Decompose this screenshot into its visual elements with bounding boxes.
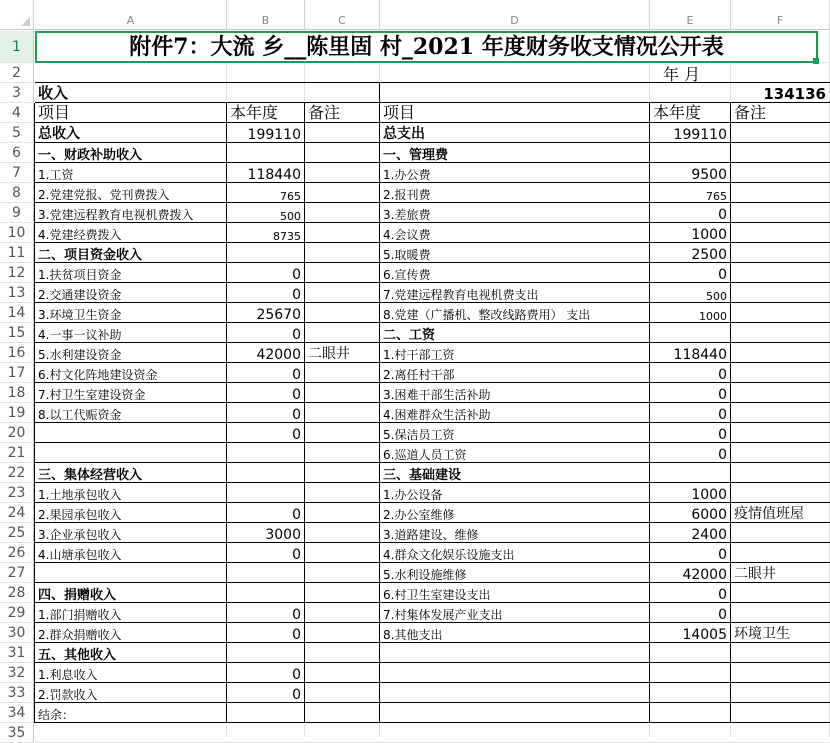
- right-amount-row-28[interactable]: 0: [718, 587, 727, 603]
- right-item-row-27[interactable]: 5.水利设施维修: [383, 568, 467, 582]
- left-amount-row-23[interactable]: [227, 483, 305, 503]
- right-note-row-22[interactable]: [731, 463, 830, 483]
- row-header-11[interactable]: 11: [0, 243, 34, 263]
- right-amount-row-29[interactable]: 0: [718, 607, 727, 623]
- right-item-row-20[interactable]: 5.保洁员工资: [383, 428, 455, 442]
- right-item-row-25[interactable]: 3.道路建设、维修: [383, 528, 479, 542]
- right-note-row-23[interactable]: [731, 483, 830, 503]
- right-note-row-16[interactable]: [731, 343, 830, 363]
- left-amount-row-20[interactable]: 0: [292, 427, 301, 443]
- left-item-row-10[interactable]: 4.党建经费拨入: [38, 228, 122, 242]
- left-note-row-34[interactable]: [305, 703, 380, 723]
- table-border-v: [379, 83, 380, 103]
- row-header-14[interactable]: 14: [0, 303, 34, 323]
- right-item-row-22[interactable]: 三、基础建设: [383, 468, 462, 483]
- left-amount-row-10[interactable]: 8735: [273, 230, 301, 243]
- left-amount-row-16[interactable]: 42000: [256, 347, 301, 363]
- column-header-C[interactable]: C: [305, 0, 380, 30]
- row-header-31[interactable]: 31: [0, 643, 34, 663]
- right-note-row-19[interactable]: [731, 403, 830, 423]
- table-header-right-item[interactable]: 项目: [383, 103, 416, 122]
- row-header-19[interactable]: 19: [0, 403, 34, 423]
- row-header-23[interactable]: 23: [0, 483, 34, 503]
- left-item-row-9[interactable]: 3.党建远程教育电视机费拨入: [38, 208, 194, 222]
- right-note-row-20[interactable]: [731, 423, 830, 443]
- row-header-30[interactable]: 30: [0, 623, 34, 643]
- left-note-row-14[interactable]: [305, 303, 380, 323]
- left-amount-row-14[interactable]: 25670: [256, 307, 301, 323]
- right-amount-row-27[interactable]: 42000: [682, 567, 727, 583]
- right-item-row-12[interactable]: 6.宣传费: [383, 268, 431, 282]
- right-amount-row-5[interactable]: 199110: [673, 127, 727, 143]
- income-label[interactable]: 收入: [38, 84, 69, 102]
- left-amount-row-30[interactable]: 0: [292, 627, 301, 643]
- row-header-12[interactable]: 12: [0, 263, 34, 283]
- right-amount-row-20[interactable]: 0: [718, 427, 727, 443]
- right-item-row-13[interactable]: 7.党建远程教育电视机费支出: [383, 288, 539, 302]
- right-item-row-14[interactable]: 8.党建（广播机、整改线路费用） 支出: [383, 308, 591, 322]
- row-header-29[interactable]: 29: [0, 603, 34, 623]
- left-amount-row-7[interactable]: 118440: [247, 167, 301, 183]
- row-header-21[interactable]: 21: [0, 443, 34, 463]
- left-amount-row-28[interactable]: [227, 583, 305, 603]
- right-note-row-33[interactable]: [731, 683, 830, 703]
- row-header-16[interactable]: 16: [0, 343, 34, 363]
- left-amount-row-25[interactable]: 3000: [265, 527, 301, 543]
- right-note-row-7[interactable]: [731, 163, 830, 183]
- row-header-25[interactable]: 25: [0, 523, 34, 543]
- row-header-20[interactable]: 20: [0, 423, 34, 443]
- right-amount-row-22[interactable]: [650, 463, 731, 483]
- left-amount-row-34[interactable]: [227, 703, 305, 723]
- right-amount-row-15[interactable]: [650, 323, 731, 343]
- left-amount-row-17[interactable]: 0: [292, 367, 301, 383]
- left-note-row-26[interactable]: [305, 543, 380, 563]
- left-note-row-5[interactable]: [305, 123, 380, 143]
- right-amount-row-31[interactable]: [650, 643, 731, 663]
- right-note-row-13[interactable]: [731, 283, 830, 303]
- table-header-left-amount[interactable]: 本年度: [230, 103, 279, 122]
- right-note-row-6[interactable]: [731, 143, 830, 163]
- right-amount-row-8[interactable]: 765: [706, 190, 727, 203]
- row-header-3[interactable]: 3: [0, 83, 34, 103]
- right-item-row-11[interactable]: 5.取暖费: [383, 248, 431, 262]
- left-item-row-28[interactable]: 四、捐赠收入: [38, 588, 117, 603]
- row-header-13[interactable]: 13: [0, 283, 34, 303]
- left-note-row-12[interactable]: [305, 263, 380, 283]
- right-item-row-29[interactable]: 7.村集体发展产业支出: [383, 608, 503, 622]
- left-note-row-17[interactable]: [305, 363, 380, 383]
- select-all-corner[interactable]: [0, 0, 34, 30]
- left-item-row-27[interactable]: [35, 563, 227, 583]
- left-item-row-26[interactable]: 4.山塘承包收入: [38, 548, 122, 562]
- column-header-E[interactable]: E: [650, 0, 731, 30]
- left-note-row-8[interactable]: [305, 183, 380, 203]
- left-item-row-6[interactable]: 一、财政补助收入: [38, 148, 143, 163]
- right-note-row-26[interactable]: [731, 543, 830, 563]
- left-amount-row-27[interactable]: [227, 563, 305, 583]
- left-item-row-14[interactable]: 3.环境卫生资金: [38, 308, 122, 322]
- header-total[interactable]: 134136: [763, 85, 826, 103]
- right-note-row-18[interactable]: [731, 383, 830, 403]
- right-amount-row-21[interactable]: 0: [718, 447, 727, 463]
- left-note-row-31[interactable]: [305, 643, 380, 663]
- right-amount-row-10[interactable]: 1000: [691, 227, 727, 243]
- left-item-row-13[interactable]: 2.交通建设资金: [38, 288, 122, 302]
- row-header-22[interactable]: 22: [0, 463, 34, 483]
- right-item-row-6[interactable]: 一、管理费: [383, 148, 449, 163]
- right-note-row-21[interactable]: [731, 443, 830, 463]
- right-item-row-33[interactable]: [380, 683, 650, 703]
- left-note-row-6[interactable]: [305, 143, 380, 163]
- left-note-row-13[interactable]: [305, 283, 380, 303]
- right-amount-row-18[interactable]: 0: [718, 387, 727, 403]
- right-item-row-17[interactable]: 2.离任村干部: [383, 368, 455, 382]
- left-item-row-8[interactable]: 2.党建党报、党刊费拨入: [38, 188, 170, 202]
- left-amount-row-13[interactable]: 0: [292, 287, 301, 303]
- right-amount-row-23[interactable]: 1000: [691, 487, 727, 503]
- column-header-F[interactable]: F: [731, 0, 830, 30]
- row-header-8[interactable]: 8: [0, 183, 34, 203]
- right-amount-row-34[interactable]: [650, 703, 731, 723]
- table-header-right-amount[interactable]: 本年度: [653, 103, 702, 122]
- left-item-row-25[interactable]: 3.企业承包收入: [38, 528, 122, 542]
- right-item-row-7[interactable]: 1.办公费: [383, 168, 431, 182]
- row-header-26[interactable]: 26: [0, 543, 34, 563]
- left-note-row-19[interactable]: [305, 403, 380, 423]
- right-amount-row-11[interactable]: 2500: [691, 247, 727, 263]
- left-amount-row-9[interactable]: 500: [280, 210, 301, 223]
- right-item-row-16[interactable]: 1.村干部工资: [383, 348, 455, 362]
- left-item-row-22[interactable]: 三、集体经营收入: [38, 468, 143, 483]
- left-note-row-7[interactable]: [305, 163, 380, 183]
- row-header-28[interactable]: 28: [0, 583, 34, 603]
- right-amount-row-30[interactable]: 14005: [682, 627, 727, 643]
- left-note-row-32[interactable]: [305, 663, 380, 683]
- left-item-row-16[interactable]: 5.水利建设资金: [38, 348, 122, 362]
- right-amount-row-32[interactable]: [650, 663, 731, 683]
- left-amount-row-6[interactable]: [227, 143, 305, 163]
- right-note-row-5[interactable]: [731, 123, 830, 143]
- right-amount-row-16[interactable]: 118440: [673, 347, 727, 363]
- left-note-row-18[interactable]: [305, 383, 380, 403]
- row-header-2[interactable]: 2: [0, 63, 34, 83]
- right-note-row-31[interactable]: [731, 643, 830, 663]
- row-header-9[interactable]: 9: [0, 203, 34, 223]
- left-note-row-29[interactable]: [305, 603, 380, 623]
- left-item-row-23[interactable]: 1.土地承包收入: [38, 488, 122, 502]
- right-note-row-15[interactable]: [731, 323, 830, 343]
- left-amount-row-26[interactable]: 0: [292, 547, 301, 563]
- right-item-row-28[interactable]: 6.村卫生室建设支出: [383, 588, 491, 602]
- right-amount-row-7[interactable]: 9500: [691, 167, 727, 183]
- left-amount-row-5[interactable]: 199110: [247, 127, 301, 143]
- left-note-row-23[interactable]: [305, 483, 380, 503]
- right-item-row-18[interactable]: 3.困难干部生活补助: [383, 388, 491, 402]
- left-item-row-5[interactable]: 总收入: [38, 126, 80, 142]
- row-header-5[interactable]: 5: [0, 123, 34, 143]
- left-item-row-34[interactable]: 结余：: [38, 708, 75, 722]
- right-note-row-10[interactable]: [731, 223, 830, 243]
- left-note-row-28[interactable]: [305, 583, 380, 603]
- left-item-row-31[interactable]: 五、其他收入: [38, 648, 117, 663]
- left-note-row-25[interactable]: [305, 523, 380, 543]
- right-item-row-19[interactable]: 4.困难群众生活补助: [383, 408, 491, 422]
- left-item-row-24[interactable]: 2.果园承包收入: [38, 508, 122, 522]
- sheet-title[interactable]: 附件7：大流 乡__陈里固 村_2021 年度财务收支情况公开表: [35, 31, 818, 63]
- right-note-row-14[interactable]: [731, 303, 830, 323]
- left-amount-row-29[interactable]: 0: [292, 607, 301, 623]
- right-note-row-25[interactable]: [731, 523, 830, 543]
- row-header-35[interactable]: 35: [0, 723, 34, 743]
- row-header-24[interactable]: 24: [0, 503, 34, 523]
- column-header-B[interactable]: B: [227, 0, 305, 30]
- row-header-32[interactable]: 32: [0, 663, 34, 683]
- left-note-row-20[interactable]: [305, 423, 380, 443]
- right-item-row-31[interactable]: [380, 643, 650, 663]
- left-item-row-21[interactable]: [35, 443, 227, 463]
- left-note-row-33[interactable]: [305, 683, 380, 703]
- right-note-row-30[interactable]: 环境卫生: [734, 626, 790, 642]
- right-item-row-34[interactable]: [380, 703, 650, 723]
- table-header-left-note[interactable]: 备注: [308, 103, 341, 122]
- left-note-row-22[interactable]: [305, 463, 380, 483]
- row-header-33[interactable]: 33: [0, 683, 34, 703]
- row-header-34[interactable]: 34: [0, 703, 34, 723]
- row-header-17[interactable]: 17: [0, 363, 34, 383]
- row-header-4[interactable]: 4: [0, 103, 34, 123]
- right-amount-row-24[interactable]: 6000: [691, 507, 727, 523]
- left-amount-row-15[interactable]: 0: [292, 327, 301, 343]
- right-item-row-26[interactable]: 4.群众文化娱乐设施支出: [383, 548, 515, 562]
- left-amount-row-12[interactable]: 0: [292, 267, 301, 283]
- left-note-row-30[interactable]: [305, 623, 380, 643]
- left-item-row-32[interactable]: 1.利息收入: [38, 668, 98, 682]
- right-item-row-8[interactable]: 2.报刊费: [383, 188, 431, 202]
- table-header-right-note[interactable]: 备注: [734, 103, 767, 122]
- left-note-row-15[interactable]: [305, 323, 380, 343]
- right-note-row-28[interactable]: [731, 583, 830, 603]
- right-amount-row-26[interactable]: 0: [718, 547, 727, 563]
- row-header-10[interactable]: 10: [0, 223, 34, 243]
- row-header-18[interactable]: 18: [0, 383, 34, 403]
- left-amount-row-24[interactable]: 0: [292, 507, 301, 523]
- left-item-row-20[interactable]: [35, 423, 227, 443]
- left-item-row-17[interactable]: 6.村文化阵地建设资金: [38, 368, 158, 382]
- row-header-27[interactable]: 27: [0, 563, 34, 583]
- left-amount-row-21[interactable]: [227, 443, 305, 463]
- left-note-row-27[interactable]: [305, 563, 380, 583]
- right-item-row-15[interactable]: 二、工资: [383, 328, 436, 343]
- right-note-row-17[interactable]: [731, 363, 830, 383]
- right-amount-row-12[interactable]: 0: [718, 267, 727, 283]
- left-amount-row-19[interactable]: 0: [292, 407, 301, 423]
- right-note-row-27[interactable]: 二眼井: [734, 566, 776, 582]
- right-note-row-34[interactable]: [731, 703, 830, 723]
- left-item-row-33[interactable]: 2.罚款收入: [38, 688, 98, 702]
- left-note-row-9[interactable]: [305, 203, 380, 223]
- right-item-row-24[interactable]: 2.办公室维修: [383, 508, 455, 522]
- right-amount-row-25[interactable]: 2400: [691, 527, 727, 543]
- right-amount-row-19[interactable]: 0: [718, 407, 727, 423]
- right-note-row-24[interactable]: 疫情值班屋: [734, 506, 804, 522]
- row-header-7[interactable]: 7: [0, 163, 34, 183]
- left-item-row-7[interactable]: 1.工资: [38, 168, 74, 182]
- left-note-row-24[interactable]: [305, 503, 380, 523]
- left-amount-row-33[interactable]: 0: [292, 687, 301, 703]
- left-note-row-11[interactable]: [305, 243, 380, 263]
- left-note-row-16[interactable]: 二眼井: [308, 346, 350, 362]
- table-header-left-item[interactable]: 项目: [38, 103, 71, 122]
- column-header-D[interactable]: D: [380, 0, 650, 30]
- left-item-row-19[interactable]: 8.以工代赈资金: [38, 408, 122, 422]
- right-item-row-5[interactable]: 总支出: [383, 126, 425, 142]
- right-amount-row-9[interactable]: 0: [718, 207, 727, 223]
- left-amount-row-18[interactable]: 0: [292, 387, 301, 403]
- left-item-row-30[interactable]: 2.群众捐赠收入: [38, 628, 122, 642]
- right-item-row-10[interactable]: 4.会议费: [383, 228, 431, 242]
- left-amount-row-22[interactable]: [227, 463, 305, 483]
- right-amount-row-14[interactable]: 1000: [699, 310, 727, 323]
- right-item-row-32[interactable]: [380, 663, 650, 683]
- row-header-6[interactable]: 6: [0, 143, 34, 163]
- right-note-row-12[interactable]: [731, 263, 830, 283]
- left-item-row-15[interactable]: 4.一事一议补助: [38, 328, 122, 342]
- right-note-row-29[interactable]: [731, 603, 830, 623]
- left-amount-row-8[interactable]: 765: [280, 190, 301, 203]
- left-item-row-11[interactable]: 二、项目资金收入: [38, 248, 143, 263]
- right-amount-row-6[interactable]: [650, 143, 731, 163]
- right-amount-row-13[interactable]: 500: [706, 290, 727, 303]
- right-item-row-9[interactable]: 3.差旅费: [383, 208, 431, 222]
- left-note-row-21[interactable]: [305, 443, 380, 463]
- row-header-15[interactable]: 15: [0, 323, 34, 343]
- right-item-row-30[interactable]: 8.其他支出: [383, 628, 443, 642]
- right-note-row-32[interactable]: [731, 663, 830, 683]
- left-note-row-10[interactable]: [305, 223, 380, 243]
- left-item-row-12[interactable]: 1.扶贫项目资金: [38, 268, 122, 282]
- right-amount-row-17[interactable]: 0: [718, 367, 727, 383]
- right-note-row-9[interactable]: [731, 203, 830, 223]
- right-note-row-11[interactable]: [731, 243, 830, 263]
- date-line[interactable]: ______年 月: [615, 64, 701, 83]
- column-header-A[interactable]: A: [35, 0, 227, 30]
- right-item-row-21[interactable]: 6.巡道人员工资: [383, 448, 467, 462]
- left-item-row-29[interactable]: 1.部门捐赠收入: [38, 608, 122, 622]
- right-item-row-23[interactable]: 1.办公设备: [383, 488, 443, 502]
- left-item-row-18[interactable]: 7.村卫生室建设资金: [38, 388, 146, 402]
- right-amount-row-33[interactable]: [650, 683, 731, 703]
- left-amount-row-31[interactable]: [227, 643, 305, 663]
- left-amount-row-32[interactable]: 0: [292, 667, 301, 683]
- row-header-1[interactable]: 1: [0, 31, 34, 63]
- left-amount-row-11[interactable]: [227, 243, 305, 263]
- right-note-row-8[interactable]: [731, 183, 830, 203]
